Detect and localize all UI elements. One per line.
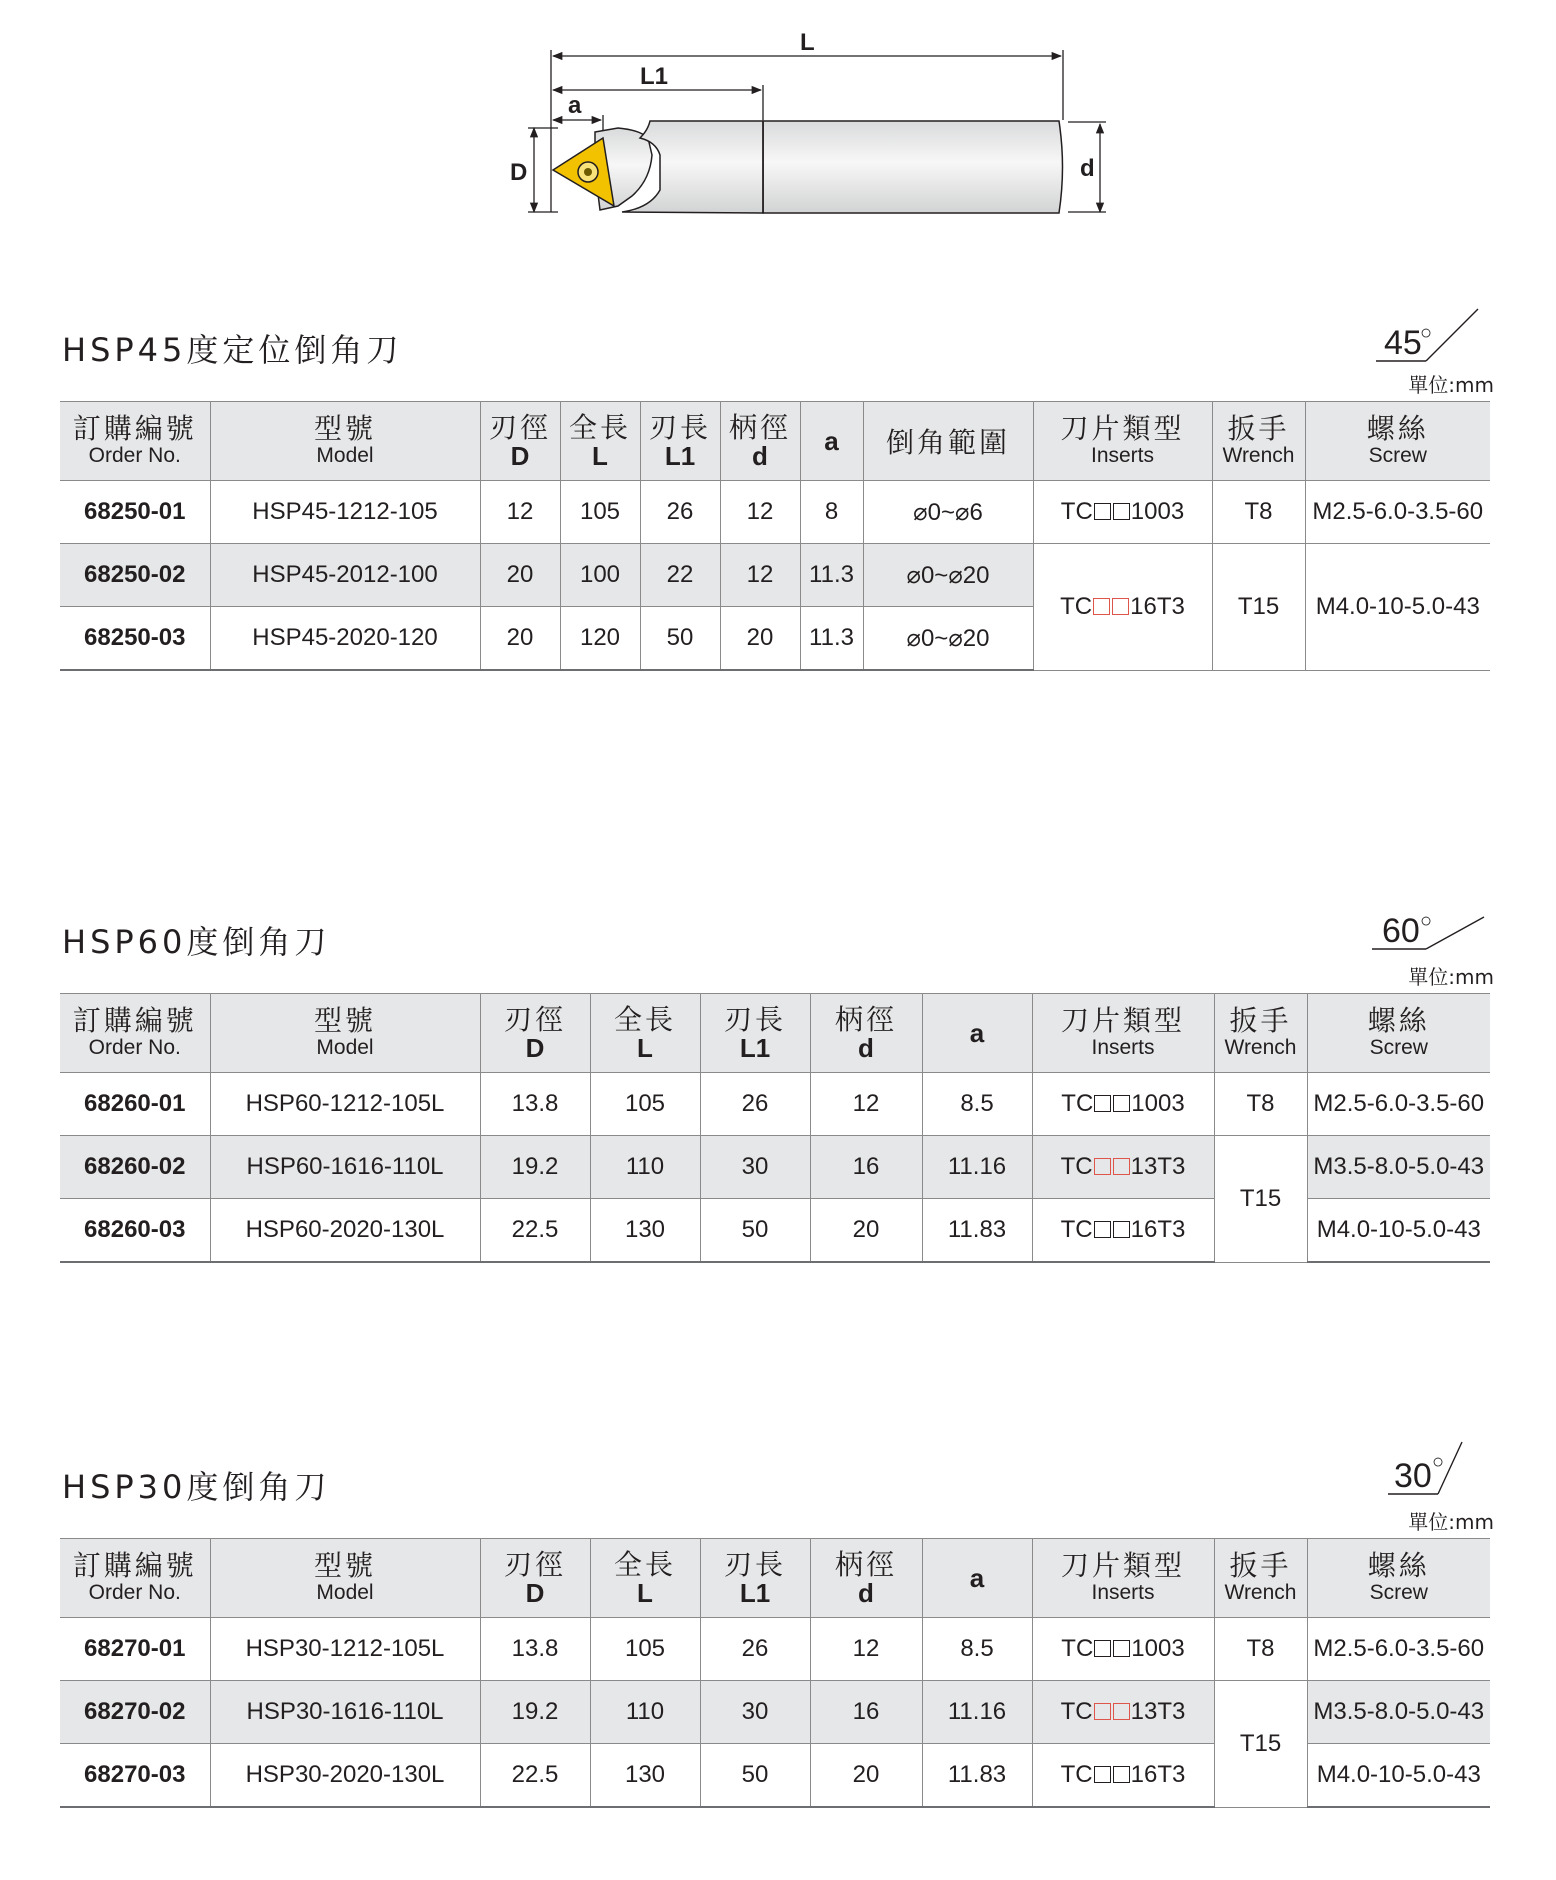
- value-d: 16: [810, 1681, 922, 1744]
- order-no: 68270-03: [60, 1744, 210, 1808]
- insert-type: TC 1003: [1032, 1618, 1214, 1681]
- order-no: 68250-01: [60, 481, 210, 544]
- header-order: 訂購編號 Order No.: [60, 402, 210, 481]
- table-row: [60, 1136, 1490, 1199]
- model: HSP60-1212-105L: [210, 1073, 480, 1136]
- screw: M3.5-8.0-5.0-43: [1307, 1136, 1490, 1199]
- header-screw: 螺絲 Screw: [1305, 402, 1490, 481]
- insert-type: TC 1003: [1032, 1073, 1214, 1136]
- value-L: 105: [590, 1618, 700, 1681]
- value-d: 16: [810, 1136, 922, 1199]
- header-L1: 刃長 L1: [700, 1539, 810, 1618]
- value-L: 130: [590, 1199, 700, 1263]
- section-title: HSP60度倒角刀: [62, 923, 331, 961]
- placeholder-box-icon: [1113, 1095, 1130, 1112]
- header-screw: 螺絲 Screw: [1307, 1539, 1490, 1618]
- header-d: 柄徑 d: [810, 1539, 922, 1618]
- value-a: 8.5: [922, 1618, 1032, 1681]
- insert-type: TC 13T3: [1032, 1681, 1214, 1744]
- model: HSP30-1616-110L: [210, 1681, 480, 1744]
- model: HSP45-1212-105: [210, 481, 480, 544]
- value-a: 11.16: [922, 1136, 1032, 1199]
- wrench: T15: [1212, 544, 1305, 671]
- tool-diagram: [500, 20, 1120, 240]
- header-a: a: [800, 402, 863, 481]
- value-D: 20: [480, 607, 560, 671]
- value-L1: 50: [700, 1199, 810, 1263]
- value-L: 105: [590, 1073, 700, 1136]
- header-row: [60, 402, 1490, 481]
- header-wrench: 扳手 Wrench: [1214, 994, 1307, 1073]
- table-row: [60, 544, 1490, 607]
- spec-table: [60, 993, 1490, 1263]
- value-a: 11.3: [800, 607, 863, 671]
- placeholder-box-icon: [1113, 503, 1130, 520]
- wrench: T8: [1214, 1618, 1307, 1681]
- order-no: 68260-01: [60, 1073, 210, 1136]
- section-title: HSP45度定位倒角刀: [62, 331, 403, 369]
- unit-label: 單位:mm: [1408, 1510, 1494, 1534]
- header-d: 柄徑 d: [720, 402, 800, 481]
- header-inserts: 刀片類型 Inserts: [1032, 994, 1214, 1073]
- placeholder-box-icon: [1113, 1640, 1130, 1657]
- value-D: 19.2: [480, 1136, 590, 1199]
- header-model: 型號 Model: [210, 1539, 480, 1618]
- insert-type: TC 1003: [1033, 481, 1212, 544]
- value-L: 110: [590, 1136, 700, 1199]
- diameter-icon: ⌀: [948, 624, 963, 652]
- wrench: T8: [1214, 1073, 1307, 1136]
- angle-value: 45: [1384, 324, 1422, 362]
- table-row: [60, 1073, 1490, 1136]
- insert-type: TC 13T3: [1032, 1136, 1214, 1199]
- wrench: T15: [1214, 1136, 1307, 1263]
- wrench: T15: [1214, 1681, 1307, 1808]
- placeholder-box-icon: [1094, 503, 1111, 520]
- placeholder-box-icon: [1113, 1703, 1130, 1720]
- unit-label: 單位:mm: [1408, 373, 1494, 397]
- model: HSP30-1212-105L: [210, 1618, 480, 1681]
- model: HSP45-2020-120: [210, 607, 480, 671]
- value-D: 19.2: [480, 1681, 590, 1744]
- value-d: 20: [810, 1744, 922, 1808]
- value-d: 20: [810, 1199, 922, 1263]
- header-order: 訂購編號 Order No.: [60, 1539, 210, 1618]
- header-a: a: [922, 994, 1032, 1073]
- value-D: 13.8: [480, 1618, 590, 1681]
- value-L1: 26: [700, 1618, 810, 1681]
- placeholder-box-icon: [1113, 1221, 1130, 1238]
- value-D: 13.8: [480, 1073, 590, 1136]
- wrench: T8: [1212, 481, 1305, 544]
- model: HSP30-2020-130L: [210, 1744, 480, 1808]
- dim-d-label: d: [1080, 155, 1095, 182]
- placeholder-box-icon: [1094, 1703, 1111, 1720]
- value-L: 130: [590, 1744, 700, 1808]
- placeholder-box-icon: [1094, 1158, 1111, 1175]
- model: HSP60-1616-110L: [210, 1136, 480, 1199]
- screw: M4.0-10-5.0-43: [1307, 1744, 1490, 1808]
- unit-label: 單位:mm: [1408, 965, 1494, 989]
- header-inserts: 刀片類型 Inserts: [1032, 1539, 1214, 1618]
- header-wrench: 扳手 Wrench: [1212, 402, 1305, 481]
- value-L: 120: [560, 607, 640, 671]
- dim-L-label: L: [800, 29, 815, 56]
- order-no: 68260-02: [60, 1136, 210, 1199]
- value-L1: 26: [700, 1073, 810, 1136]
- screw: M4.0-10-5.0-43: [1307, 1199, 1490, 1263]
- header-D: 刃徑 D: [480, 402, 560, 481]
- placeholder-box-icon: [1113, 1766, 1130, 1783]
- value-a: 11.16: [922, 1681, 1032, 1744]
- value-a: 11.83: [922, 1199, 1032, 1263]
- insert-type: TC 16T3: [1032, 1199, 1214, 1263]
- order-no: 68250-03: [60, 607, 210, 671]
- header-D: 刃徑 D: [480, 994, 590, 1073]
- dim-a-label: a: [568, 92, 582, 119]
- placeholder-box-icon: [1094, 1640, 1111, 1657]
- value-a: 11.3: [800, 544, 863, 607]
- table-row: [60, 1618, 1490, 1681]
- placeholder-box-icon: [1094, 1095, 1111, 1112]
- value-L1: 50: [640, 607, 720, 671]
- degree-symbol: ○: [1432, 1451, 1445, 1473]
- diameter-icon: ⌀: [906, 624, 921, 652]
- value-L: 100: [560, 544, 640, 607]
- header-model: 型號 Model: [210, 402, 480, 481]
- header-model: 型號 Model: [210, 994, 480, 1073]
- header-row: [60, 1539, 1490, 1618]
- screw: M2.5-6.0-3.5-60: [1305, 481, 1490, 544]
- header-L1: 刃長 L1: [700, 994, 810, 1073]
- angle-value: 30: [1394, 1457, 1432, 1495]
- insert-type: TC 16T3: [1032, 1744, 1214, 1808]
- section-title: HSP30度倒角刀: [62, 1468, 331, 1506]
- tool-shank: [763, 121, 1063, 213]
- diameter-icon: ⌀: [948, 561, 963, 589]
- value-L1: 50: [700, 1744, 810, 1808]
- header-range: 倒角範圍: [863, 402, 1033, 481]
- value-D: 22.5: [480, 1744, 590, 1808]
- value-D: 20: [480, 544, 560, 607]
- placeholder-box-icon: [1094, 1766, 1111, 1783]
- angle-badge: [1370, 893, 1490, 955]
- insert-type: TC 16T3: [1033, 544, 1212, 671]
- diameter-icon: ⌀: [906, 561, 921, 589]
- value-L1: 30: [700, 1136, 810, 1199]
- header-L1: 刃長 L1: [640, 402, 720, 481]
- value-a: 11.83: [922, 1744, 1032, 1808]
- order-no: 68260-03: [60, 1199, 210, 1263]
- angle-value: 60: [1382, 912, 1420, 950]
- order-no: 68270-02: [60, 1681, 210, 1744]
- placeholder-box-icon: [1112, 598, 1129, 615]
- header-L: 全長 L: [560, 402, 640, 481]
- value-L1: 22: [640, 544, 720, 607]
- header-L: 全長 L: [590, 1539, 700, 1618]
- value-a: 8.5: [922, 1073, 1032, 1136]
- header-d: 柄徑 d: [810, 994, 922, 1073]
- header-order: 訂購編號 Order No.: [60, 994, 210, 1073]
- header-screw: 螺絲 Screw: [1307, 994, 1490, 1073]
- value-L: 105: [560, 481, 640, 544]
- table-row: [60, 481, 1490, 544]
- dim-D-label: D: [510, 159, 528, 186]
- value-D: 12: [480, 481, 560, 544]
- value-L1: 30: [700, 1681, 810, 1744]
- degree-symbol: ○: [1420, 910, 1433, 932]
- value-d: 12: [720, 481, 800, 544]
- angle-badge: [1370, 1438, 1490, 1500]
- header-inserts: 刀片類型 Inserts: [1033, 402, 1212, 481]
- header-L: 全長 L: [590, 994, 700, 1073]
- model: HSP60-2020-130L: [210, 1199, 480, 1263]
- angle-badge: [1370, 305, 1490, 367]
- value-L: 110: [590, 1681, 700, 1744]
- value-d: 12: [810, 1618, 922, 1681]
- spec-table: [60, 1538, 1490, 1808]
- dim-L1-label: L1: [640, 63, 669, 90]
- header-D: 刃徑 D: [480, 1539, 590, 1618]
- degree-symbol: ○: [1420, 322, 1433, 344]
- chamfer-range: ⌀0~⌀20: [863, 544, 1033, 607]
- value-d: 12: [810, 1073, 922, 1136]
- value-L1: 26: [640, 481, 720, 544]
- diameter-icon: ⌀: [913, 498, 928, 526]
- model: HSP45-2012-100: [210, 544, 480, 607]
- diameter-icon: ⌀: [955, 498, 970, 526]
- screw: M2.5-6.0-3.5-60: [1307, 1618, 1490, 1681]
- header-row: [60, 994, 1490, 1073]
- placeholder-box-icon: [1113, 1158, 1130, 1175]
- chamfer-range: ⌀0~⌀6: [863, 481, 1033, 544]
- header-a: a: [922, 1539, 1032, 1618]
- placeholder-box-icon: [1093, 598, 1110, 615]
- table-row: [60, 1681, 1490, 1744]
- spec-table: [60, 401, 1490, 671]
- screw: M4.0-10-5.0-43: [1305, 544, 1490, 671]
- value-D: 22.5: [480, 1199, 590, 1263]
- value-d: 12: [720, 544, 800, 607]
- header-wrench: 扳手 Wrench: [1214, 1539, 1307, 1618]
- screw: M2.5-6.0-3.5-60: [1307, 1073, 1490, 1136]
- value-d: 20: [720, 607, 800, 671]
- order-no: 68270-01: [60, 1618, 210, 1681]
- placeholder-box-icon: [1094, 1221, 1111, 1238]
- order-no: 68250-02: [60, 544, 210, 607]
- chamfer-range: ⌀0~⌀20: [863, 607, 1033, 671]
- screw: M3.5-8.0-5.0-43: [1307, 1681, 1490, 1744]
- tool-drawing: [500, 20, 1120, 240]
- value-a: 8: [800, 481, 863, 544]
